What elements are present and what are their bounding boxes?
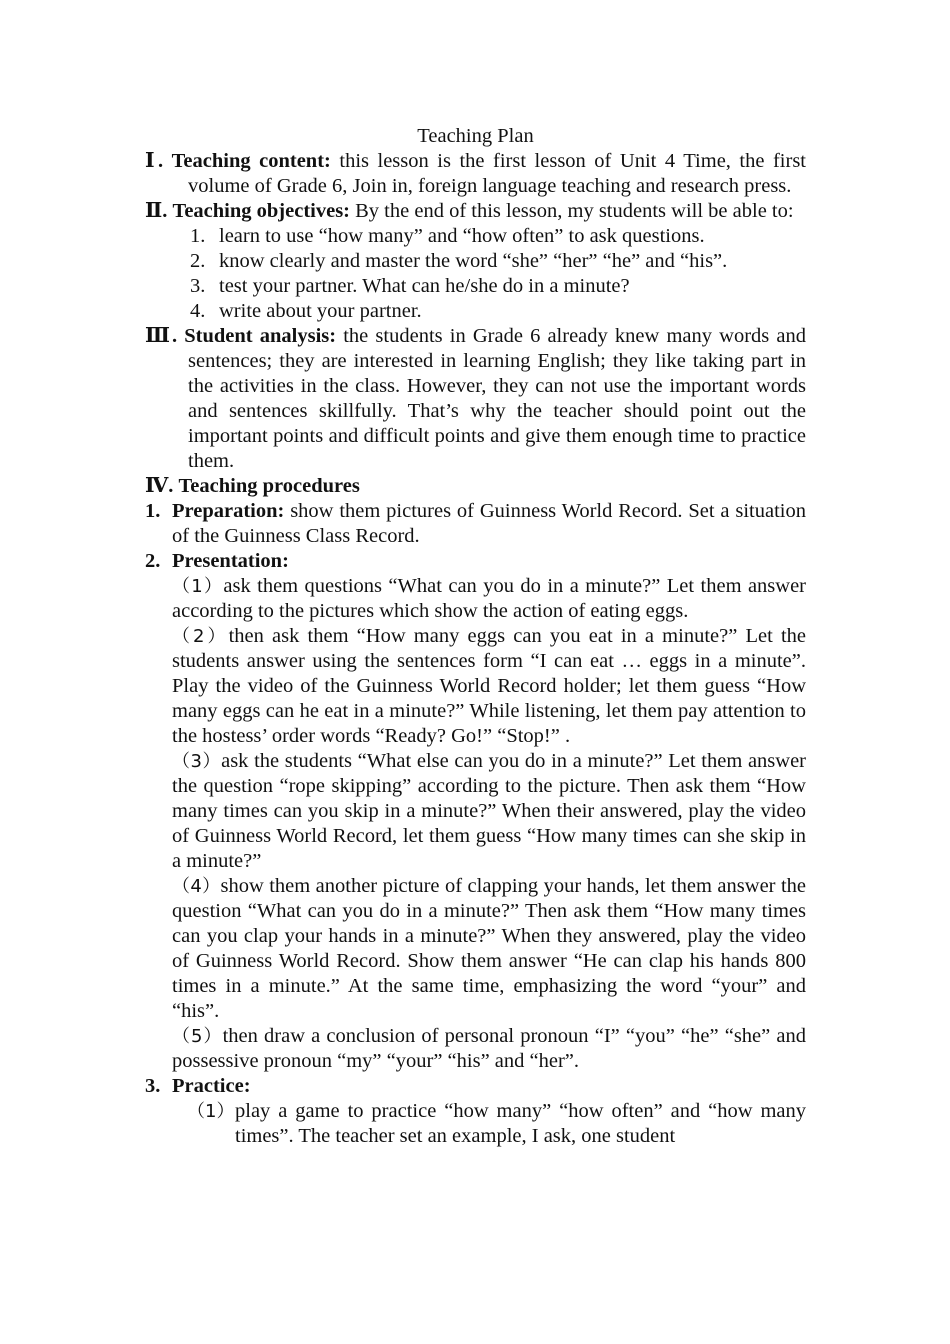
section-text: this lesson is the first lesson of Unit 4 Time, the first volume of Grade 6, Join in, foreign language teaching and research press. xyxy=(188,150,807,197)
section-heading: Teaching content: xyxy=(171,150,331,172)
document-body xyxy=(145,124,806,1149)
procedure-heading: Preparation: xyxy=(172,500,285,522)
procedure-preparation xyxy=(145,499,806,549)
step-number: （2） xyxy=(172,626,229,647)
procedure-number: 1. xyxy=(145,500,161,522)
section-teaching-content xyxy=(145,149,806,199)
list-item-text: write about your partner. xyxy=(219,300,422,322)
step-number: （3） xyxy=(172,751,222,772)
list-item xyxy=(190,274,806,299)
list-item-text: test your partner. What can he/she do in a minute? xyxy=(219,275,630,297)
section-text: By the end of this lesson, my students will be able to: xyxy=(350,200,794,222)
list-item xyxy=(190,299,806,324)
section-number: Ⅲ. xyxy=(145,325,178,347)
section-heading: Student analysis: xyxy=(184,325,337,347)
step-number: （1） xyxy=(172,576,224,597)
step-text: ask the students “What else can you do in a minute?” Let them answer the question “rope skipping” according to the picture. Then ask them “How many times can you skip in a minute?” When their answered, play the video of Guinness World Record, let them guess “How many times can she skip in a minute?” xyxy=(172,750,806,872)
section-teaching-objectives xyxy=(145,199,806,224)
step-text: then draw a conclusion of personal pronoun “I” “you” “he” “she” and possessive pronoun “my” “your” “his” and “her”. xyxy=(172,1025,807,1072)
section-teaching-procedures xyxy=(145,474,806,499)
procedure-presentation xyxy=(145,549,806,1074)
presentation-step xyxy=(172,624,806,749)
list-item-text: know clearly and master the word “she” “her” “he” and “his”. xyxy=(219,250,728,272)
procedure-heading: Practice: xyxy=(172,1075,251,1097)
section-heading: Teaching procedures xyxy=(178,475,360,497)
procedure-text: show them pictures of Guinness World Record. Set a situation of the Guinness Class Record. xyxy=(172,500,806,547)
step-number: （1） xyxy=(187,1101,235,1122)
presentation-step xyxy=(172,874,806,1024)
objectives-list xyxy=(145,224,806,324)
step-text: then ask them “How many eggs can you eat in a minute?” Let the students answer using the sentences form “I can eat … eggs in a minute”. Play the video of the Guinness World Record holder; let them guess “How many eggs can he eat in a minute?” While listening, let them pay attention to the hostess’ order words “Ready? Go!” “Stop!” . xyxy=(172,625,807,747)
procedure-number: 2. xyxy=(145,550,161,572)
section-number: Ⅱ. xyxy=(145,200,168,222)
step-text: ask them questions “What can you do in a minute?” Let them answer according to the pictures which show the action of eating eggs. xyxy=(172,575,807,622)
list-item xyxy=(190,249,806,274)
list-number: 2. xyxy=(190,250,206,272)
section-text: the students in Grade 6 already knew many words and sentences; they are interested in learning English; they like taking part in the activities in the class. However, they can not use the important words and sentences skillfully. That’s why the teacher should point out the important points and difficult points and give them enough time to practice them. xyxy=(188,325,807,472)
list-item-text: learn to use “how many” and “how often” to ask questions. xyxy=(219,225,705,247)
section-student-analysis xyxy=(145,324,806,474)
step-text: play a game to practice “how many” “how often” and “how many times”. The teacher set an example, I ask, one student xyxy=(235,1100,806,1147)
section-number: Ⅳ. xyxy=(145,475,174,497)
practice-step xyxy=(145,1099,806,1149)
step-text: show them another picture of clapping your hands, let them answer the question “What can you do in a minute?” Then ask them “How many times can you clap your hands in a minute?” When they answered, play the video of Guinness World Record. Show them answer “He can clap his hands 800 times in a minute.” At the same time, emphasizing the word “your” and “his”. xyxy=(172,875,806,1022)
section-heading: Teaching objectives: xyxy=(172,200,350,222)
procedure-heading: Presentation: xyxy=(172,550,289,572)
list-item xyxy=(190,224,806,249)
presentation-step xyxy=(172,574,806,624)
document-title: Teaching Plan xyxy=(417,125,534,147)
step-number: （5） xyxy=(172,1026,223,1047)
presentation-step xyxy=(172,749,806,874)
step-number: （4） xyxy=(172,876,221,897)
procedure-number: 3. xyxy=(145,1075,161,1097)
list-number: 1. xyxy=(190,225,206,247)
list-number: 3. xyxy=(190,275,206,297)
presentation-step xyxy=(172,1024,806,1074)
section-number: Ⅰ. xyxy=(145,150,164,172)
procedure-practice xyxy=(145,1074,806,1099)
list-number: 4. xyxy=(190,300,206,322)
